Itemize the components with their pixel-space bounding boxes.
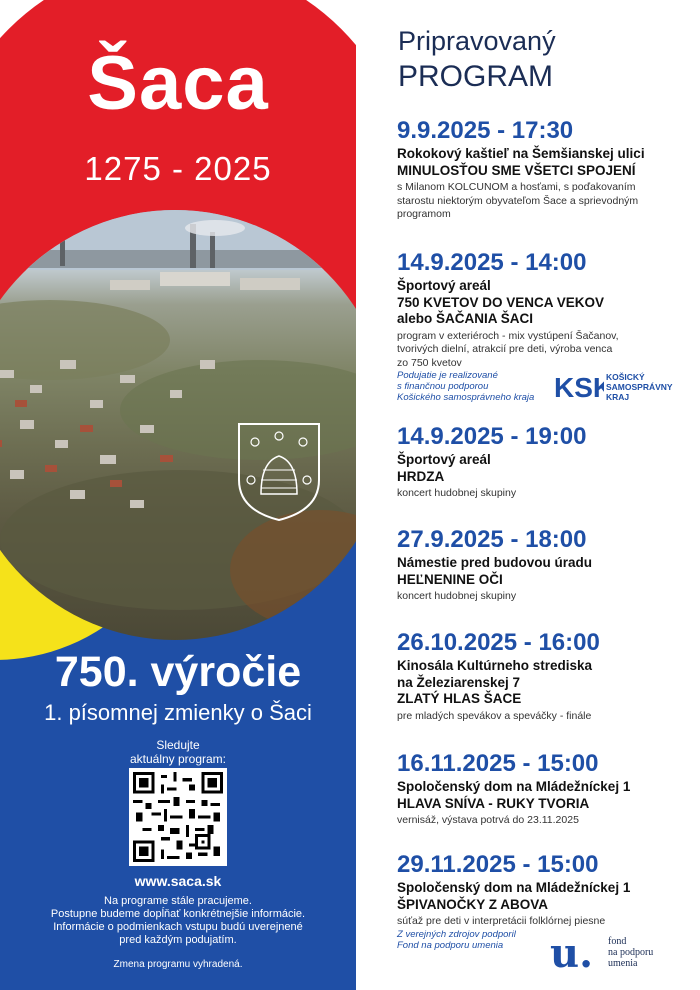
desc-line: programom: [397, 208, 451, 220]
qr-code-icon: [133, 772, 223, 862]
follow-line-1: Sledujte: [156, 738, 200, 752]
program-notes: [0, 895, 356, 947]
event-venue: Športový areál: [397, 278, 491, 293]
ksk-text: [606, 372, 673, 402]
event-description: [397, 590, 697, 604]
note-line: pred každým podujatím.: [119, 934, 237, 946]
event-title: ŠPIVANOČKY Z ABOVA: [397, 896, 549, 912]
fond-mark: u.: [550, 930, 594, 977]
fond-text-line: fond: [608, 936, 627, 947]
event-item: [397, 749, 697, 828]
fond-logo: [550, 932, 690, 982]
sponsor-line: Fond na podporu umenia: [397, 939, 504, 951]
event-item: [397, 525, 697, 604]
sponsor-line: Z verejných zdrojov podporil: [397, 928, 516, 940]
fond-text: [608, 936, 653, 969]
event-date: 26.10.2025 - 16:00: [397, 629, 600, 656]
program-heading-2: PROGRAM: [398, 60, 554, 93]
anniversary-subtitle: 1. písomnej zmienky o Šaci: [44, 700, 312, 725]
desc-line: koncert hudobnej skupiny: [397, 590, 517, 602]
desc-line: koncert hudobnej skupiny: [397, 487, 517, 499]
event-item: [397, 422, 697, 501]
fond-text-line: umenia: [608, 958, 638, 969]
desc-line: súťaž pre deti v interpretácii folklórnej piesne: [397, 915, 606, 927]
town-title: Šaca: [87, 41, 269, 126]
ksk-logo: [554, 370, 694, 406]
event-description: [397, 487, 697, 501]
event-item: [397, 628, 697, 723]
fond-text-line: na podporu: [608, 947, 654, 958]
event-title: HRDZA: [397, 468, 445, 484]
desc-line: s Milanom KOLCUNOM a hosťami, s poďakovaním: [397, 181, 636, 193]
event-description: [397, 181, 697, 222]
desc-line: vernisáž, výstava potrvá do 23.11.2025: [397, 814, 579, 826]
event-title: HLAVA SNÍVA - RUKY TVORIA: [397, 795, 590, 811]
event-date: 14.9.2025 - 14:00: [397, 249, 587, 276]
event-venue: Športový areál: [397, 452, 491, 467]
desc-line: starostu niektorým obyvateľom Šace a sprievodným: [397, 194, 639, 207]
event-venue: Námestie pred budovou úradu: [397, 555, 593, 570]
event-venue: Rokokový kaštieľ na Šemšianskej ulici: [397, 146, 645, 161]
sponsor-line: Podujatie je realizované: [397, 370, 498, 381]
ksk-text-line: KOŠICKÝ: [606, 372, 645, 382]
anniversary-title: 750. výročie: [54, 648, 302, 696]
event-venue: Kinosála Kultúrneho strediska: [397, 658, 593, 673]
event-venue: na Železiarenskej 7: [397, 674, 521, 690]
follow-text: [0, 738, 356, 766]
event-venue: Spoločenský dom na Mládežníckej 1: [397, 880, 631, 895]
event-title: MINULOSŤOU SME VŠETCI SPOJENÍ: [397, 162, 636, 178]
event-date: 14.9.2025 - 19:00: [397, 423, 587, 450]
sponsor-line: s finančnou podporou: [397, 381, 489, 392]
sponsor-line: Košického samosprávneho kraja: [397, 392, 535, 403]
event-date: 9.9.2025 - 17:30: [397, 117, 574, 144]
website-link[interactable]: www.saca.sk: [134, 873, 222, 889]
ksk-text-line: SAMOSPRÁVNY: [606, 382, 673, 392]
note-line: Informácie o podmienkach vstupu budú uverejnené: [53, 921, 303, 933]
event-title: 750 KVETOV DO VENCA VEKOV: [397, 294, 605, 310]
desc-line: program v exteriéroch - mix vystúpení Šačanov,: [397, 329, 619, 342]
desc-line: pre mladých spevákov a speváčky - finále: [397, 709, 592, 722]
event-title: HEĽNENINE OČI: [397, 571, 503, 587]
event-item: [397, 116, 697, 222]
coat-of-arms-icon: [237, 422, 321, 522]
event-description: [397, 710, 697, 724]
change-note: Zmena programu vyhradená.: [113, 959, 243, 970]
event-title: ZLATÝ HLAS ŠACE: [397, 691, 522, 706]
event-description: [397, 915, 697, 929]
ksk-logo-icon: [554, 370, 604, 404]
note-line: Postupne budeme dopĺňať konkrétnejšie informácie.: [50, 908, 306, 920]
program-column: [380, 0, 698, 990]
desc-line: tvorivých dielní, atrakcií pre deti, výroba venca: [397, 343, 613, 355]
ksk-mark: KSK: [554, 372, 604, 403]
event-venue: Spoločenský dom na Mládežníckej 1: [397, 779, 631, 794]
follow-line-2: aktuálny program:: [129, 752, 227, 766]
event-title: alebo ŠAČANIA ŠACI: [397, 311, 534, 326]
years-range: 1275 - 2025: [84, 150, 272, 187]
event-description: [397, 814, 697, 828]
note-line: Na programe stále pracujeme.: [104, 895, 252, 907]
ksk-text-line: KRAJ: [606, 392, 630, 402]
event-date: 29.11.2025 - 15:00: [397, 851, 599, 878]
event-date: 27.9.2025 - 18:00: [397, 526, 587, 553]
event-date: 16.11.2025 - 15:00: [397, 750, 599, 777]
event-description: [397, 330, 697, 371]
desc-line: zo 750 kvetov: [397, 356, 462, 369]
qr-code[interactable]: [129, 768, 227, 866]
program-heading-1: Pripravovaný: [398, 26, 556, 56]
